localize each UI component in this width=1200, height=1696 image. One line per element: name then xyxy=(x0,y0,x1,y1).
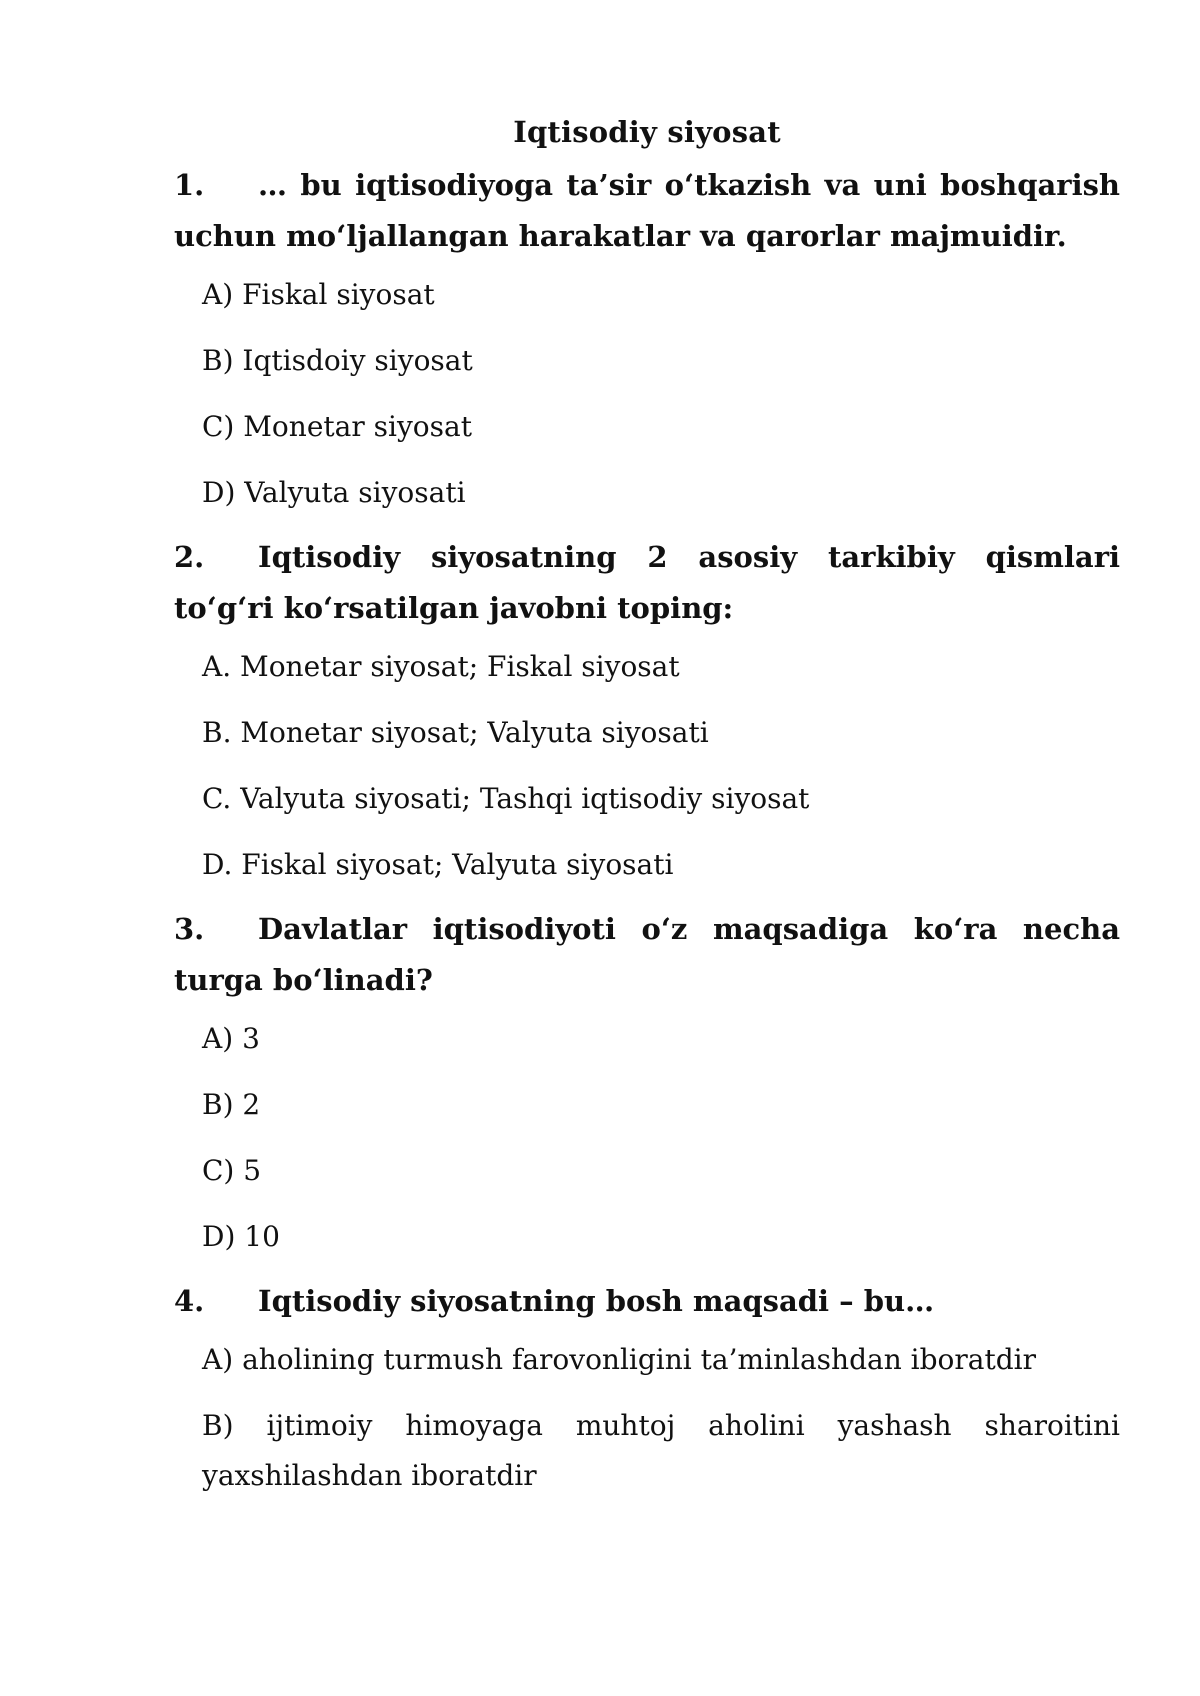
document-page xyxy=(174,112,1120,1515)
answer-option[interactable] xyxy=(202,402,1120,452)
answer-option[interactable] xyxy=(202,840,1120,890)
option-text: Iqtisdoiy siyosat xyxy=(242,344,473,377)
option-text: Monetar siyosat xyxy=(243,410,472,443)
option-letter: A) xyxy=(202,1022,234,1055)
answer-option[interactable] xyxy=(202,270,1120,320)
question-3 xyxy=(174,904,1120,1262)
option-letter: D. xyxy=(202,848,233,881)
option-text: Monetar siyosat; Fiskal siyosat xyxy=(240,650,680,683)
question-number: 2. xyxy=(174,540,205,574)
question-body: … bu iqtisodiyoga ta’sir o‘tkazish va uni boshqarish uchun mo‘ljallangan harakatlar va qarorlar majmuidir. xyxy=(174,168,1120,253)
option-letter: C. xyxy=(202,782,232,815)
question-number: 1. xyxy=(174,168,205,202)
option-text: Valyuta siyosati xyxy=(244,476,466,509)
answer-option[interactable] xyxy=(202,1080,1120,1130)
option-text: aholining turmush farovonligini ta’minlashdan iboratdir xyxy=(242,1343,1036,1376)
question-text xyxy=(174,1276,1120,1327)
question-text xyxy=(174,160,1120,262)
question-text xyxy=(174,532,1120,634)
answer-option[interactable] xyxy=(202,642,1120,692)
question-body: Davlatlar iqtisodiyoti o‘z maqsadiga ko‘ra necha turga bo‘linadi? xyxy=(174,912,1120,997)
answer-options xyxy=(174,1014,1120,1262)
option-text: Fiskal siyosat xyxy=(242,278,435,311)
question-1 xyxy=(174,160,1120,518)
question-body: Iqtisodiy siyosatning 2 asosiy tarkibiy qismlari to‘g‘ri ko‘rsatilgan javobni toping: xyxy=(174,540,1120,625)
option-letter: D) xyxy=(202,1220,236,1253)
option-letter: C) xyxy=(202,1154,235,1187)
option-letter: A. xyxy=(202,650,232,683)
option-text: 3 xyxy=(242,1022,260,1055)
answer-option[interactable] xyxy=(202,1401,1120,1501)
option-letter: C) xyxy=(202,410,235,443)
answer-option[interactable] xyxy=(202,774,1120,824)
question-4 xyxy=(174,1276,1120,1501)
option-text: Fiskal siyosat; Valyuta siyosati xyxy=(241,848,674,881)
answer-option[interactable] xyxy=(202,1212,1120,1262)
answer-option[interactable] xyxy=(202,468,1120,518)
option-text: Valyuta siyosati; Tashqi iqtisodiy siyosat xyxy=(240,782,810,815)
question-text xyxy=(174,904,1120,1006)
question-number: 3. xyxy=(174,912,205,946)
option-letter: A) xyxy=(202,1343,234,1376)
option-letter: B) xyxy=(202,344,234,377)
answer-options xyxy=(174,1335,1120,1501)
answer-option[interactable] xyxy=(202,1014,1120,1064)
question-number: 4. xyxy=(174,1284,205,1318)
answer-option[interactable] xyxy=(202,1335,1120,1385)
option-text: Monetar siyosat; Valyuta siyosati xyxy=(240,716,709,749)
answer-option[interactable] xyxy=(202,1146,1120,1196)
answer-option[interactable] xyxy=(202,708,1120,758)
option-text: 2 xyxy=(242,1088,261,1121)
question-body: Iqtisodiy siyosatning bosh maqsadi – bu… xyxy=(258,1284,935,1318)
answer-options xyxy=(174,270,1120,518)
option-text: 5 xyxy=(243,1154,262,1187)
option-text: ijtimoiy himoyaga muhtoj aholini yashash sharoitini yaxshilashdan iboratdir xyxy=(202,1409,1120,1492)
question-2 xyxy=(174,532,1120,890)
option-letter: B) xyxy=(202,1409,234,1442)
answer-option[interactable] xyxy=(202,336,1120,386)
document-title: Iqtisodiy siyosat xyxy=(513,115,781,149)
answer-options xyxy=(174,642,1120,890)
option-letter: D) xyxy=(202,476,236,509)
option-letter: B. xyxy=(202,716,232,749)
option-text: 10 xyxy=(244,1220,280,1253)
option-letter: B) xyxy=(202,1088,234,1121)
option-letter: A) xyxy=(202,278,234,311)
